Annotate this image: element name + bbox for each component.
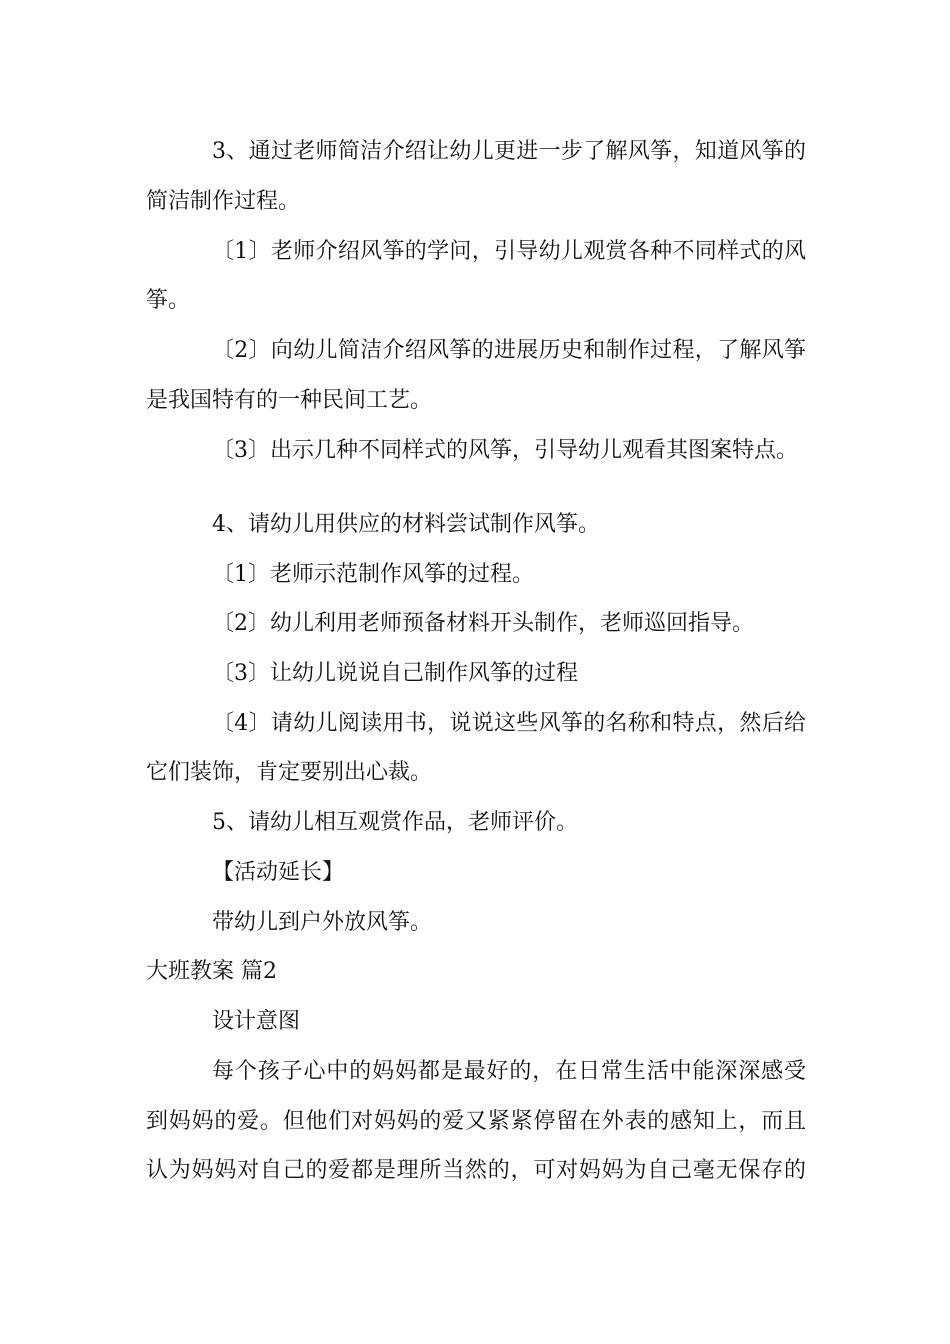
paragraph-line: 简洁制作过程。 (146, 189, 301, 214)
paragraph-line: 每个孩子心中的妈妈都是最好的，在日常生活中能深深感受 (212, 1059, 806, 1084)
section-heading: 大班教案 篇2 (146, 959, 277, 984)
paragraph-line: 筝。 (146, 288, 191, 313)
paragraph-line: 〔1〕老师介绍风筝的学问，引导幼儿观赏各种不同样式的风 (212, 239, 806, 264)
paragraph-line: 〔4〕请幼儿阅读用书，说说这些风筝的名称和特点，然后给 (212, 711, 806, 736)
paragraph-line: 它们装饰，肯定要别出心裁。 (146, 760, 433, 785)
paragraph-line: 〔2〕向幼儿简洁介绍风筝的进展历史和制作过程，了解风筝 (212, 338, 806, 363)
paragraph-line: 〔1〕老师示范制作风筝的过程。 (212, 562, 534, 587)
subsection-title: 设计意图 (212, 1009, 301, 1034)
paragraph-line: 〔3〕出示几种不同样式的风筝，引导幼儿观看其图案特点。 (212, 438, 798, 463)
paragraph-line: 认为妈妈对自己的爱都是理所当然的，可对妈妈为自己毫无保存的 (146, 1158, 806, 1183)
paragraph-line: 带幼儿到户外放风筝。 (212, 910, 433, 935)
paragraph-line: 〔2〕幼儿利用老师预备材料开头制作，老师巡回指导。 (212, 611, 754, 636)
paragraph-line: 〔3〕让幼儿说说自己制作风筝的过程 (212, 661, 578, 686)
paragraph-line: 5、请幼儿相互观赏作品，老师评价。 (212, 810, 578, 835)
paragraph-line: 到妈妈的爱。但他们对妈妈的爱又紧紧停留在外表的感知上，而且 (146, 1109, 806, 1134)
paragraph-line: 4、请幼儿用供应的材料尝试制作风筝。 (212, 512, 600, 537)
paragraph-line: 是我国特有的一种民间工艺。 (146, 388, 433, 413)
section-label: 【活动延长】 (212, 860, 345, 885)
paragraph-line: 3、通过老师简洁介绍让幼儿更进一步了解风筝，知道风筝的 (212, 139, 806, 164)
